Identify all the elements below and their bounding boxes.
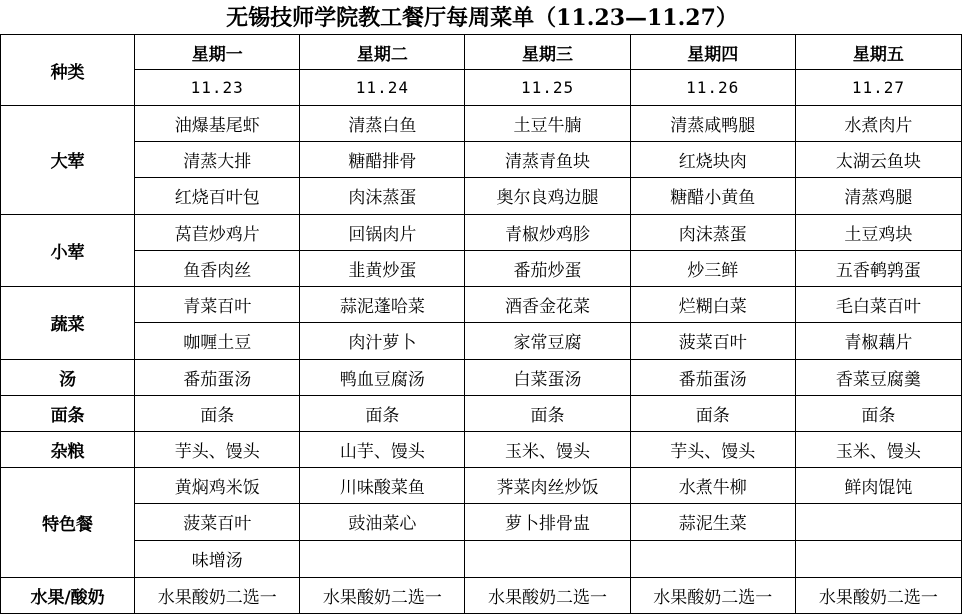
- dish-cell: 白菜蛋汤: [465, 360, 630, 396]
- dish-cell: 鲜肉馄饨: [795, 468, 961, 504]
- dish-cell: 番茄蛋汤: [630, 360, 795, 396]
- dish-cell: 玉米、馒头: [795, 432, 961, 468]
- dish-cell: 番茄蛋汤: [135, 360, 300, 396]
- dish-cell: 韭黄炒蛋: [300, 250, 465, 286]
- empty-cell: [795, 540, 961, 577]
- dish-cell: 鱼香肉丝: [135, 250, 300, 286]
- day-date: 11.27: [795, 70, 961, 106]
- day-date: 11.25: [465, 70, 630, 106]
- empty-cell: [465, 540, 630, 577]
- table-row: [1, 432, 962, 468]
- dish-cell: 芋头、馒头: [630, 432, 795, 468]
- dish-cell: 面条: [300, 396, 465, 432]
- dish-cell: 回锅肉片: [300, 214, 465, 250]
- category-label: 汤: [1, 360, 135, 396]
- dish-cell: 番茄炒蛋: [465, 250, 630, 286]
- dish-cell: 山芋、馒头: [300, 432, 465, 468]
- day-name: 星期一: [135, 35, 300, 70]
- dish-cell: 青菜百叶: [135, 286, 300, 322]
- dish-cell: 土豆鸡块: [795, 214, 961, 250]
- dish-cell: 水果酸奶二选一: [795, 577, 961, 613]
- table-row: [1, 142, 962, 178]
- dish-cell: 水煮肉片: [795, 106, 961, 142]
- dish-cell: 面条: [135, 396, 300, 432]
- dish-cell: 鸭血豆腐汤: [300, 360, 465, 396]
- table-row: [1, 178, 962, 214]
- dish-cell: 油爆基尾虾: [135, 106, 300, 142]
- dish-cell: 清蒸大排: [135, 142, 300, 178]
- category-label: 小荤: [1, 214, 135, 286]
- dish-cell: 菠菜百叶: [630, 322, 795, 359]
- table-row: [1, 396, 962, 432]
- dish-cell: 菠菜百叶: [135, 504, 300, 540]
- day-name: 星期三: [465, 35, 630, 70]
- day-date: 11.26: [630, 70, 795, 106]
- dish-cell: 面条: [795, 396, 961, 432]
- dish-cell: 荠菜肉丝炒饭: [465, 468, 630, 504]
- dish-cell: 炒三鲜: [630, 250, 795, 286]
- dish-cell: 水果酸奶二选一: [630, 577, 795, 613]
- category-label: 大荤: [1, 106, 135, 214]
- table-row: [1, 540, 962, 577]
- dish-cell: 土豆牛腩: [465, 106, 630, 142]
- dish-cell: 青椒炒鸡胗: [465, 214, 630, 250]
- dish-cell: 毛白菜百叶: [795, 286, 961, 322]
- dish-cell: 青椒藕片: [795, 322, 961, 359]
- dish-cell: 肉汁萝卜: [300, 322, 465, 359]
- dish-cell: 奥尔良鸡边腿: [465, 178, 630, 214]
- category-label: 蔬菜: [1, 286, 135, 359]
- menu-title: 无锡技师学院教工餐厅每周菜单（11.23—11.27）: [226, 5, 738, 31]
- dish-cell: 玉米、馒头: [465, 432, 630, 468]
- dish-cell: 水煮牛柳: [630, 468, 795, 504]
- dish-cell: 清蒸青鱼块: [465, 142, 630, 178]
- dish-cell: 川味酸菜鱼: [300, 468, 465, 504]
- dish-cell: 香菜豆腐羹: [795, 360, 961, 396]
- dish-cell: 糖醋小黄鱼: [630, 178, 795, 214]
- table-row: [1, 322, 962, 359]
- day-name: 星期二: [300, 35, 465, 70]
- table-row: [1, 106, 962, 142]
- category-header: 种类: [1, 35, 135, 106]
- table-row: [1, 250, 962, 286]
- day-name: 星期四: [630, 35, 795, 70]
- weekly-menu-table: [0, 34, 962, 614]
- dish-cell: 面条: [465, 396, 630, 432]
- dish-cell: 黄焖鸡米饭: [135, 468, 300, 504]
- category-label: 面条: [1, 396, 135, 432]
- table-row: [1, 577, 962, 613]
- empty-cell: [795, 504, 961, 540]
- dish-cell: 五香鹌鹑蛋: [795, 250, 961, 286]
- dish-cell: 水果酸奶二选一: [300, 577, 465, 613]
- category-label: 杂粮: [1, 432, 135, 468]
- dish-cell: 芋头、馒头: [135, 432, 300, 468]
- table-row: [1, 360, 962, 396]
- dish-cell: 烂糊白菜: [630, 286, 795, 322]
- day-date: 11.23: [135, 70, 300, 106]
- day-date: 11.24: [300, 70, 465, 106]
- category-label: 水果/酸奶: [1, 577, 135, 613]
- dish-cell: 蒜泥生菜: [630, 504, 795, 540]
- table-row: [1, 286, 962, 322]
- dish-cell: 太湖云鱼块: [795, 142, 961, 178]
- empty-cell: [630, 540, 795, 577]
- empty-cell: [300, 540, 465, 577]
- table-row: [1, 504, 962, 540]
- dish-cell: 萝卜排骨盅: [465, 504, 630, 540]
- dish-cell: 莴苣炒鸡片: [135, 214, 300, 250]
- dish-cell: 水果酸奶二选一: [135, 577, 300, 613]
- dish-cell: 水果酸奶二选一: [465, 577, 630, 613]
- dish-cell: 肉沫蒸蛋: [630, 214, 795, 250]
- day-name: 星期五: [795, 35, 961, 70]
- category-label: 特色餐: [1, 468, 135, 577]
- dish-cell: 肉沫蒸蛋: [300, 178, 465, 214]
- dish-cell: 红烧百叶包: [135, 178, 300, 214]
- dish-cell: 清蒸白鱼: [300, 106, 465, 142]
- dish-cell: 咖喱土豆: [135, 322, 300, 359]
- dish-cell: 清蒸咸鸭腿: [630, 106, 795, 142]
- dish-cell: 蒜泥蓬哈菜: [300, 286, 465, 322]
- dish-cell: 酒香金花菜: [465, 286, 630, 322]
- dish-cell: 清蒸鸡腿: [795, 178, 961, 214]
- dish-cell: 红烧块肉: [630, 142, 795, 178]
- dish-cell: 味增汤: [135, 540, 300, 577]
- dish-cell: 豉油菜心: [300, 504, 465, 540]
- table-row: [1, 214, 962, 250]
- dish-cell: 糖醋排骨: [300, 142, 465, 178]
- dish-cell: 面条: [630, 396, 795, 432]
- table-row: [1, 468, 962, 504]
- dish-cell: 家常豆腐: [465, 322, 630, 359]
